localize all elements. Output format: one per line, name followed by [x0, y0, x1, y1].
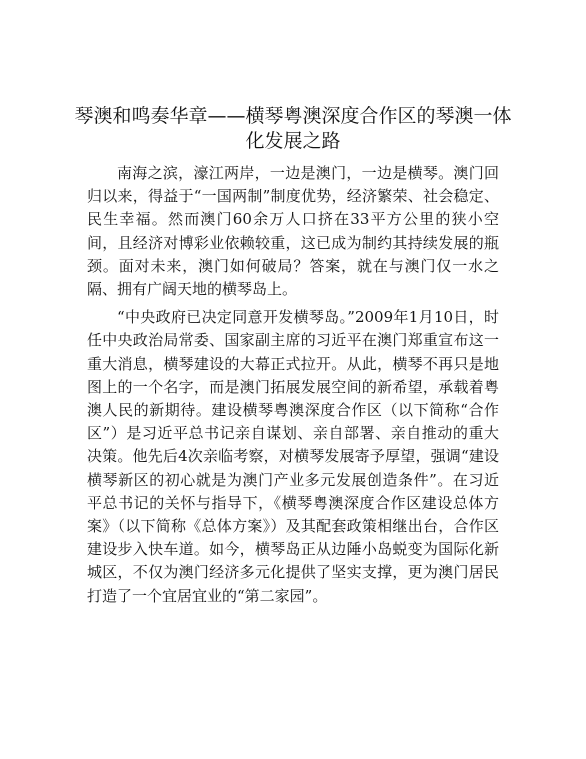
document-title: 琴澳和鸣奏华章——横琴粤澳深度合作区的琴澳一体化发展之路: [74, 105, 512, 152]
paragraph-2: “中央政府已决定同意开发横琴岛。”2009年1月10日，时任中央政治局常委、国家副主席的习近平在澳门郑重宣布这一重大消息，横琴建设的大幕正式拉开。从此，横琴不再只是地图上的一个名字，而是澳门拓展发展空间的新希望，承载着粤澳人民的新期待。建设横琴粤澳深度合作区（以下简称“合作区”）是习近平总书记亲自谋划、亲自部署、亲自推动的重大决策。他先后4次亲临考察，对横琴发展寄予厚望，强调“建设横琴新区的初心就是为澳门产业多元发展创造条件”。在习近平总书记的关怀与指导下，《横琴粤澳深度合作区建设总体方案》（以下简称《总体方案》）及其配套政策相继出台，合作区建设步入快车道。如今，横琴岛正从边陲小岛蜕变为国际化新城区，不仅为澳门经济多元化提供了坚实支撑，更为澳门居民打造了一个宜居宜业的“第二家园”。: [87, 308, 499, 605]
paragraph-1: 南海之滨，濠江两岸，一边是澳门，一边是横琴。澳门回归以来，得益于“一国两制”制度优势，经济繁荣、社会稳定、民生幸福。然而澳门60余万人口挤在33平方公里的狭小空间，且经济对博彩业依赖较重，这已成为制约其持续发展的瓶颈。面对未来，澳门如何破局？答案，就在与澳门仅一水之隔、拥有广阔天地的横琴岛上。: [87, 164, 499, 299]
document-body: [87, 162, 499, 613]
